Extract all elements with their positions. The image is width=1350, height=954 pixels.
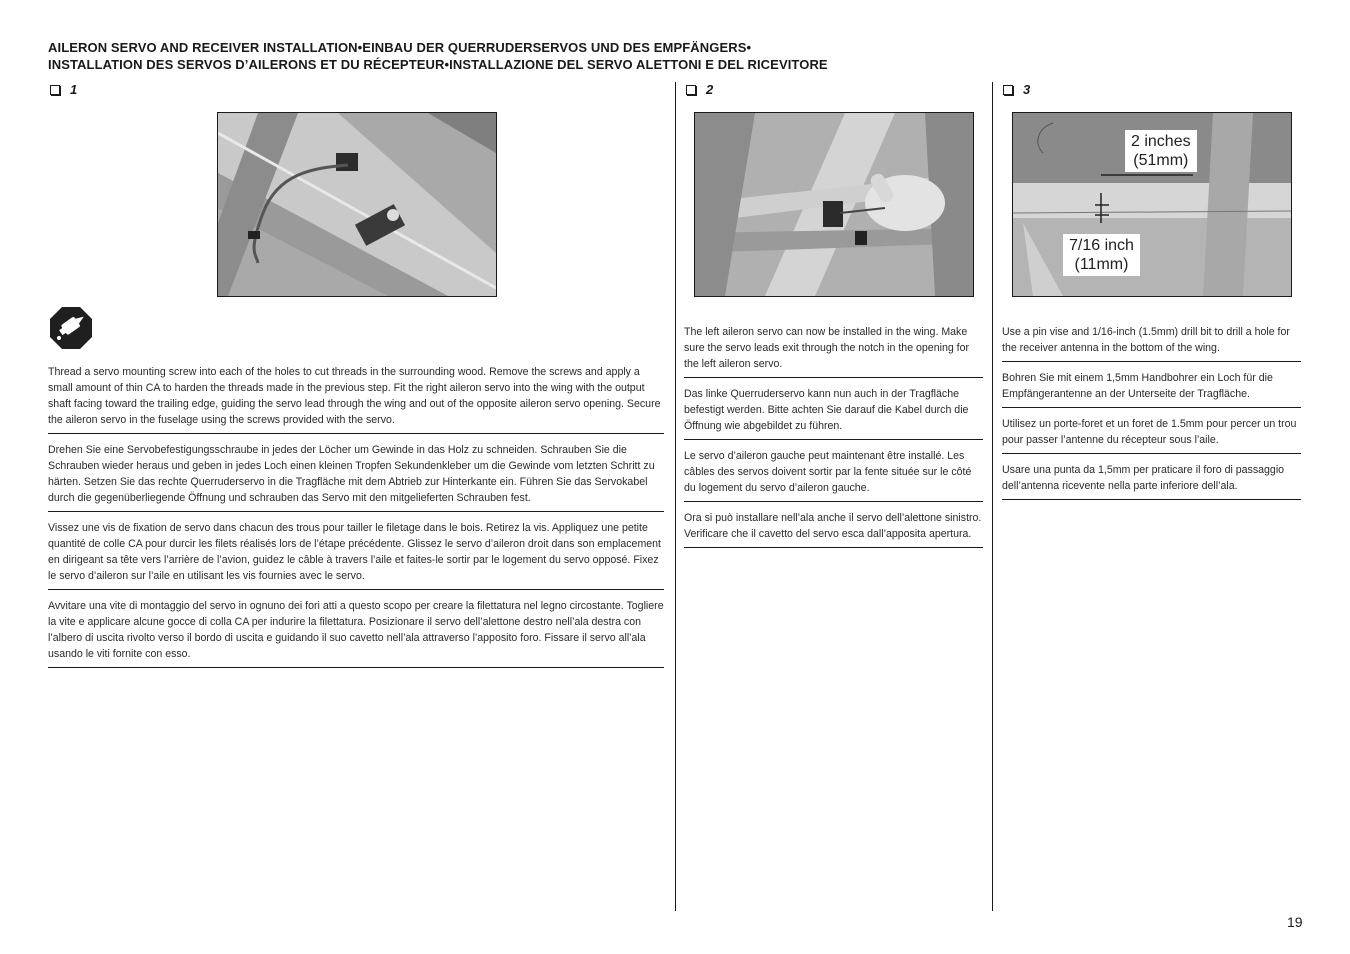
step-2-header [686,83,713,97]
step-2-text-en: The left aileron servo can now be installed in the wing. Make sure the servo leads exit through the notch in the opening for the left aileron servo. [684,324,983,378]
step-3-text-de: Bohren Sie mit einem 1,5mm Handbohrer ein Loch für die Empfängerantenne an der Unterseite der Tragfläche. [1002,370,1301,408]
dimension-label-bottom [1063,234,1140,276]
step-1-text-en: Thread a servo mounting screw into each of the holes to cut threads in the surrounding wood. Remove the screws and apply a small amount of thin CA to harden the threads made in the previous step. Fit the right aileron servo into the wing with the output shaft facing toward the trailing edge, guiding the servo lead through the wing and out of the opposite aileron servo opening. Secure the aileron servo in the fuselage using the screws provided with the servo. [48,364,664,434]
checkbox-icon[interactable] [1003,85,1013,95]
column-divider [675,82,676,911]
checkbox-icon[interactable] [50,85,60,95]
step-3-text-en: Use a pin vise and 1/16-inch (1.5mm) drill bit to drill a hole for the receiver antenna in the bottom of the wing. [1002,324,1301,362]
step-2-text [684,324,983,556]
step-1-photo [217,112,497,297]
step-2-photo [694,112,974,297]
step-3-photo [1012,112,1292,297]
step-3-text [1002,324,1301,508]
step-1-header [50,83,77,97]
dimension-label-bottom-line2: (11mm) [1074,256,1129,273]
step-3-text-it: Usare una punta da 1,5mm per praticare il foro di passaggio dell’antenna ricevente nella parte inferiore dell’ala. [1002,462,1301,500]
step-1-text-fr: Vissez une vis de fixation de servo dans chacun des trous pour tailler le filetage dans le bois. Retirez la vis. Appliquez une petite quantité de colle CA pour durcir les filets réalisés lors de l’étape précédente. Glissez le servo d’aileron droit dans son emplacement en dirigeant sa tête vers l’arrière de l’avion, guidez le câble à travers l’aile et faites-le sortir par le logement du servo opposé. Fixez le servo d’aileron sur l’aile en utilisant les vis fournies avec le servo. [48,520,664,590]
title-line-1: AILERON SERVO AND RECEIVER INSTALLATION•EINBAU DER QUERRUDERSERVOS UND DES EMPFÄNGERS• [48,40,752,55]
step-1-text [48,364,664,676]
step-1-text-it: Avvitare una vite di montaggio del servo in ognuno dei fori atti a questo scopo per creare la filettatura nel legno circostante. Togliere la vite e applicare alcune gocce di colla CA per indurire la filettatura. Posizionare il servo dell’alettone destro nell’ala destra con l’albero di uscita rivolto verso il bordo di uscita e guidando il suo cavetto nell’ala attraverso l’apposito foro. Fissare il servo all’ala usando le viti fornite con esso. [48,598,664,668]
step-2-text-fr: Le servo d’aileron gauche peut maintenant être installé. Les câbles des servos doivent sortir par la fente située sur le côté du logement du servo d’aileron gauche. [684,448,983,502]
page-title [48,39,828,73]
dimension-label-top-line2: (51mm) [1133,152,1189,169]
glue-bottle-stop-icon [49,306,93,350]
step-3-text-fr: Utilisez un porte-foret et un foret de 1.5mm pour percer un trou pour passer l’antenne du récepteur sous l’aile. [1002,416,1301,454]
page-number: 19 [1287,914,1303,930]
step-2-text-de: Das linke Querruderservo kann nun auch in der Tragfläche befestigt werden. Bitte achten Sie darauf die Kabel durch die Öffnung wie abgebildet zu führen. [684,386,983,440]
step-1-text-de: Drehen Sie eine Servobefestigungsschraube in jedes der Löcher um Gewinde in das Holz zu schneiden. Schrauben Sie die Schrauben wieder heraus und geben in jedes Loch einen kleinen Tropfen Sekundenkleber um die Gewinde vom letzten Schritt zu härten. Setzen Sie das rechte Querruderservo in die Tragfläche mit dem Abtrieb zur Hinterkante ein. Führen Sie das Servokabel durch die gegenüberliegende Öffnung und schrauben das Servo mit den mitgelieferten Schrauben fest. [48,442,664,512]
dimension-label-bottom-line1: 7/16 inch [1069,237,1134,254]
title-line-2: INSTALLATION DES SERVOS D’AILERONS ET DU RÉCEPTEUR•INSTALLAZIONE DEL SERVO ALETTONI E DEL RICEVITORE [48,57,828,72]
checkbox-icon[interactable] [686,85,696,95]
step-2-text-it: Ora si può installare nell’ala anche il servo dell’alettone sinistro. Verificare che il cavetto del servo esca dall’apposita apertura. [684,510,983,548]
dimension-label-top-line1: 2 inches [1131,133,1191,150]
step-number: 1 [70,82,78,97]
step-3-header [1003,83,1030,97]
step-number: 3 [1023,82,1031,97]
step-number: 2 [706,82,714,97]
dimension-label-top [1125,130,1197,172]
column-divider [992,82,993,911]
